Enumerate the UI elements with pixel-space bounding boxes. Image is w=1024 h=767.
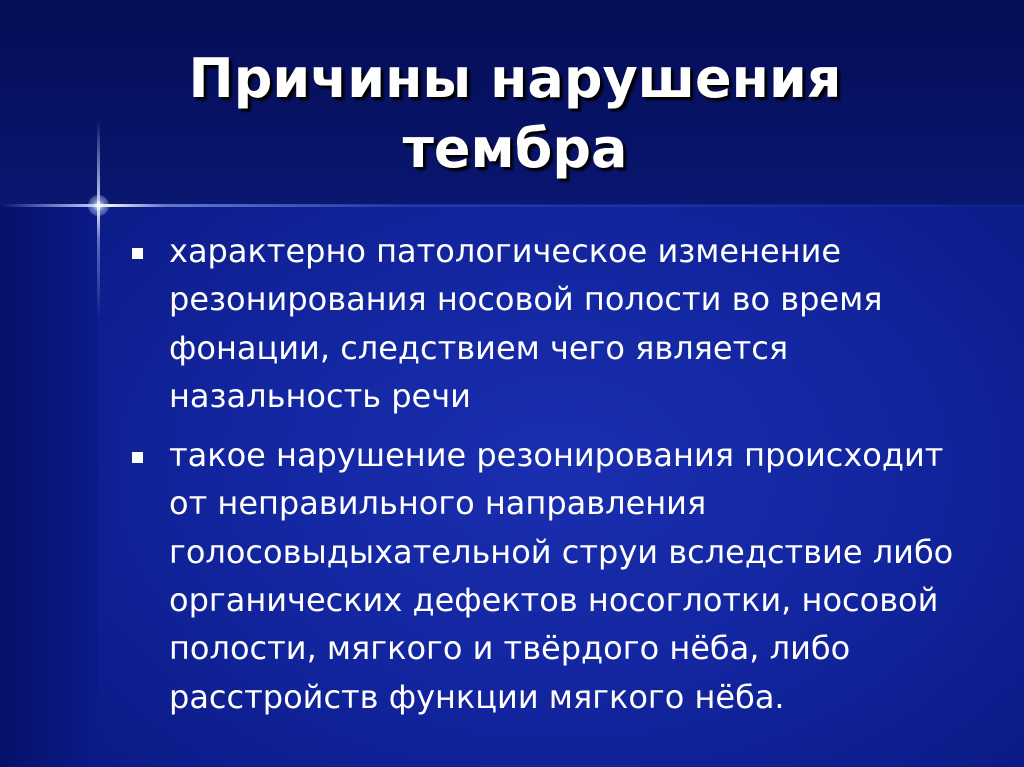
slide-title: Причины нарушения тембра <box>188 47 842 180</box>
square-bullet-icon <box>132 248 143 259</box>
sparkle-line-horizontal <box>0 204 1024 207</box>
bullet-text: характерно патологическое изменение резонирования носовой полости во время фонации, следствием чего является назальность речи <box>169 232 883 415</box>
sparkle-star-icon <box>88 195 109 216</box>
bullet-list <box>128 227 988 732</box>
square-bullet-icon <box>132 452 143 463</box>
sparkle-line-vertical <box>97 120 100 320</box>
left-band <box>0 205 98 767</box>
bullet-text: такое нарушение резонирования происходит от неправильного направления голосовыдыхательной струи вследствие либо органических дефектов носоглотки, носовой полости, мягкого и твёрдого нёба, либо расстройств функции мягкого нёба. <box>169 436 954 716</box>
bullet-item <box>128 431 988 721</box>
bullet-item <box>128 227 988 420</box>
